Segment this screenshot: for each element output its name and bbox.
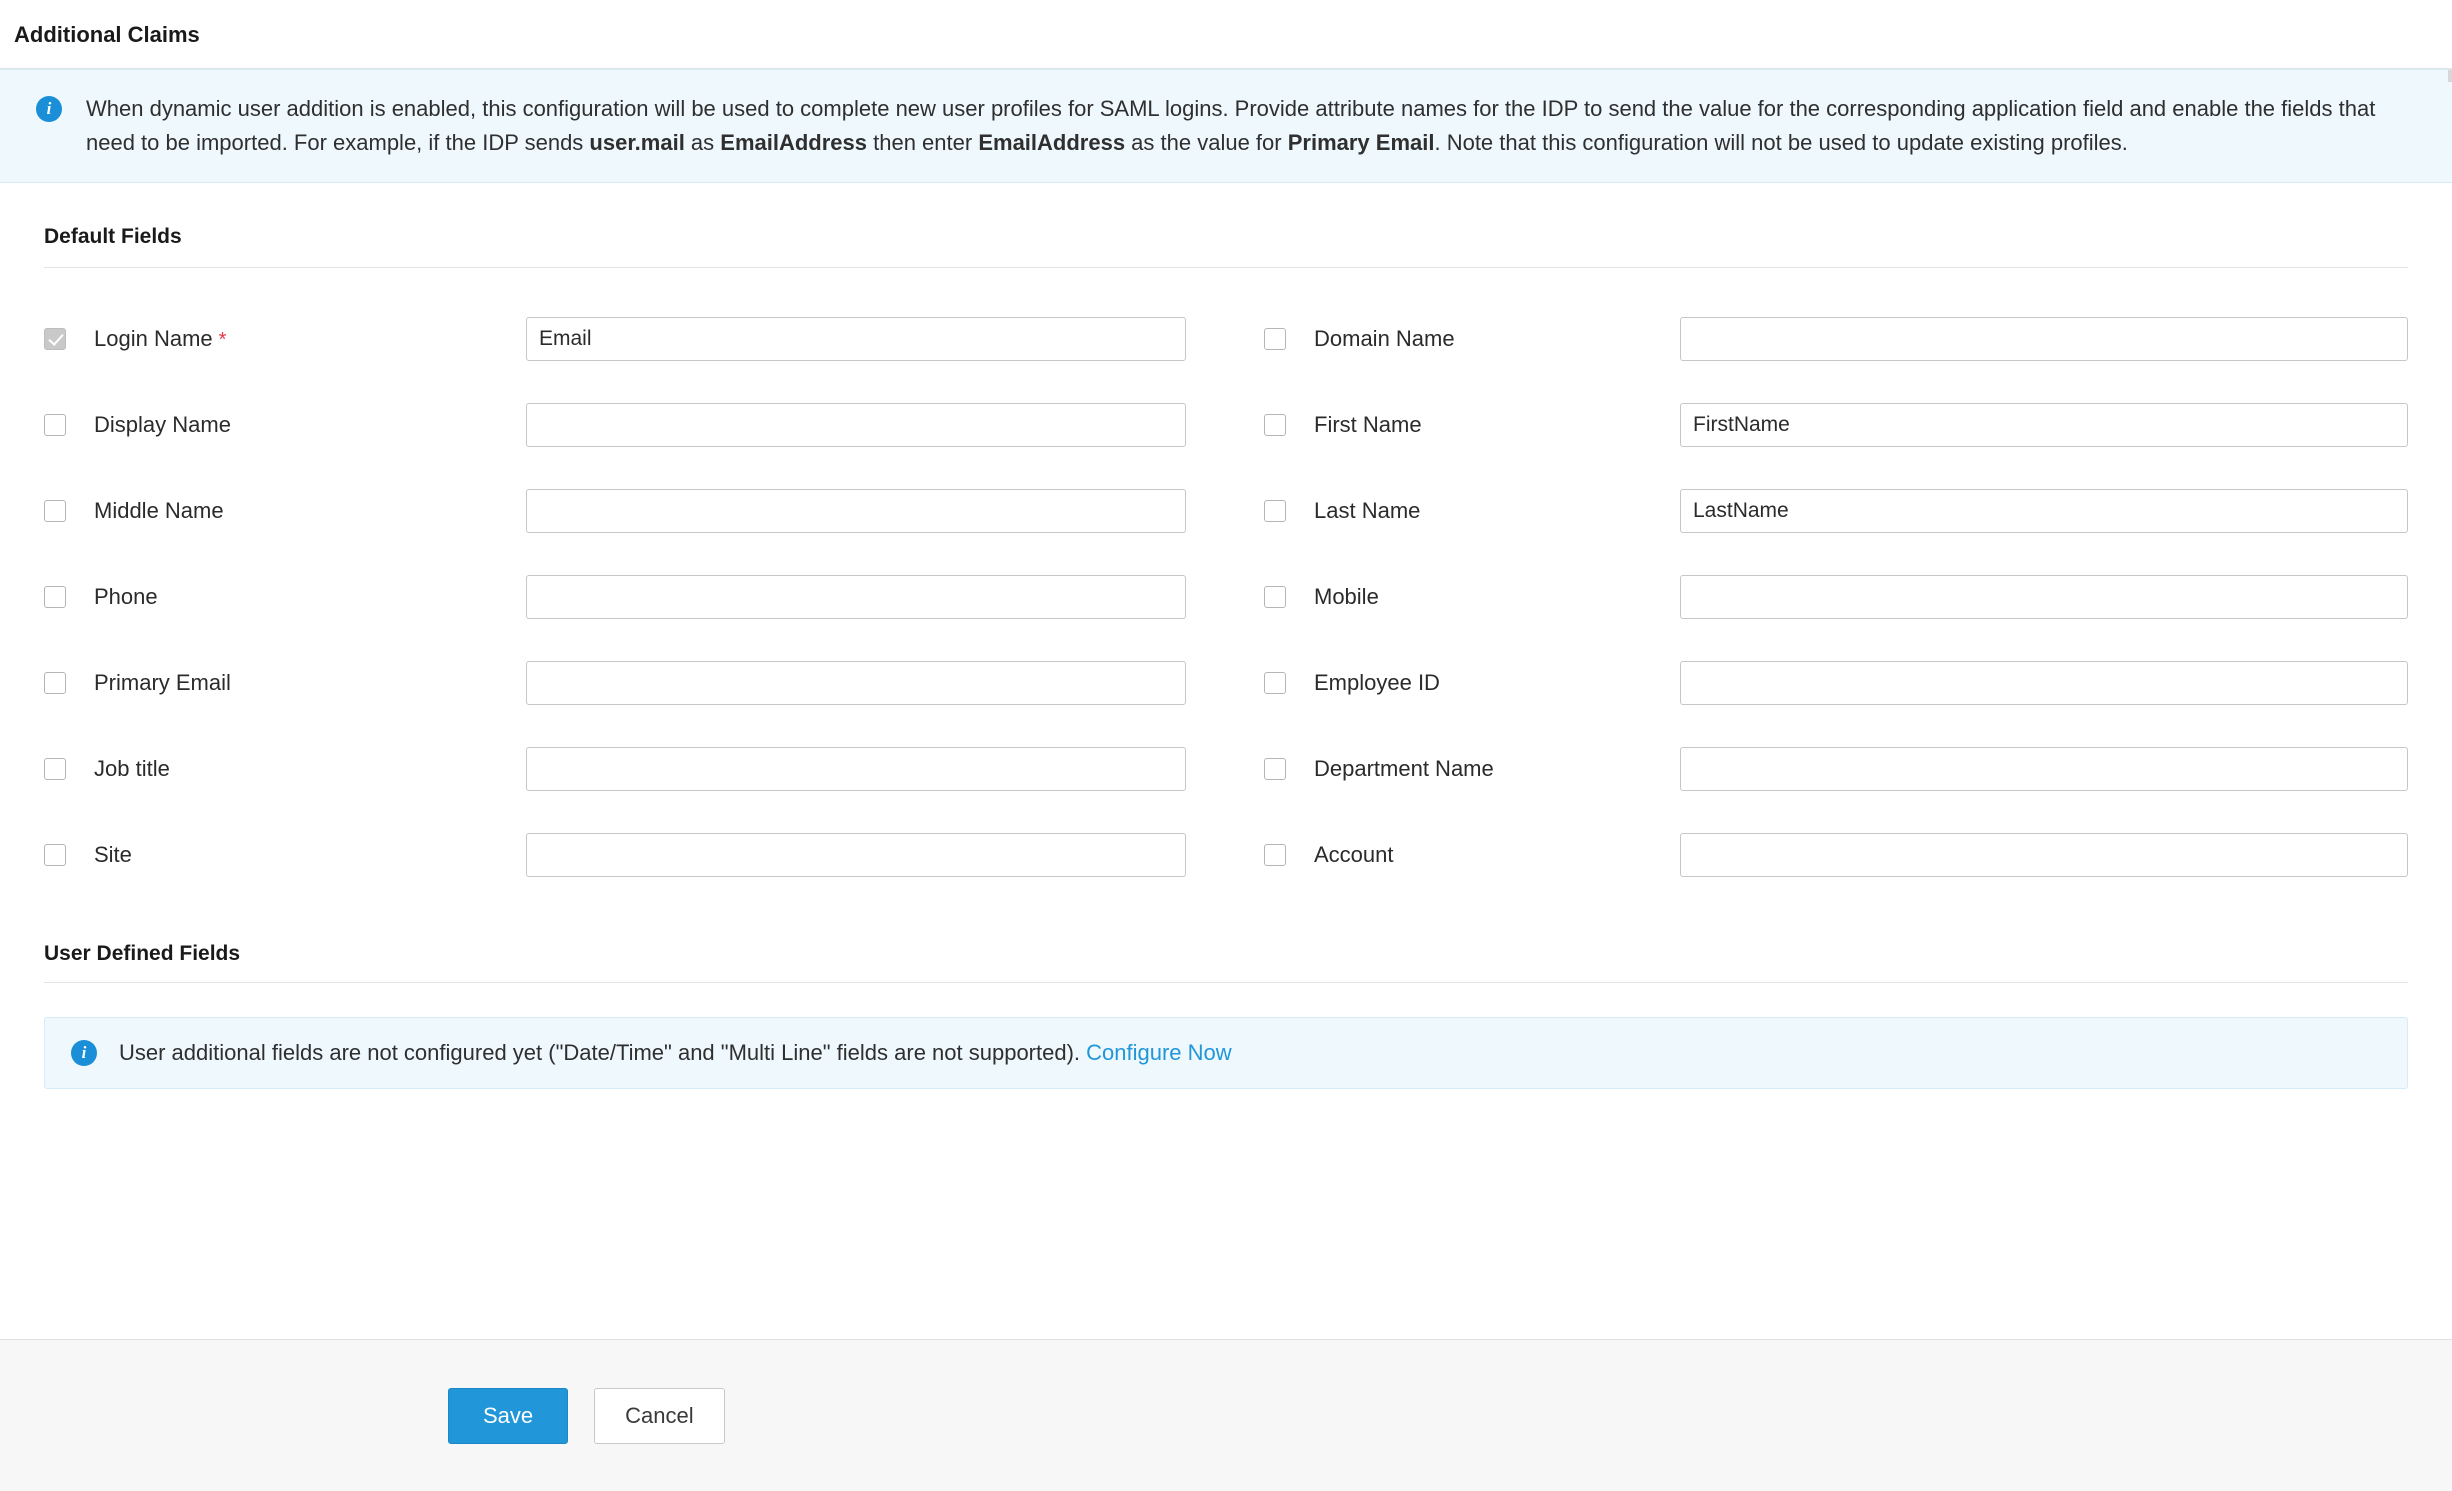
- checkbox-domain-name[interactable]: [1264, 328, 1286, 350]
- input-department-name[interactable]: [1680, 747, 2408, 791]
- input-login-name[interactable]: [526, 317, 1186, 361]
- page-title: Additional Claims: [14, 22, 200, 47]
- label-primary-email: Primary Email: [94, 670, 231, 696]
- field-row-site: [44, 812, 1226, 898]
- input-phone[interactable]: [526, 575, 1186, 619]
- info-text-fragment: then enter: [867, 130, 979, 156]
- save-button[interactable]: Save: [448, 1388, 568, 1444]
- field-row-mobile: [1226, 554, 2408, 640]
- input-mobile[interactable]: [1680, 575, 2408, 619]
- input-domain-name[interactable]: [1680, 317, 2408, 361]
- info-text-fragment: as: [684, 130, 721, 156]
- field-row-login-name: [44, 296, 1226, 382]
- checkbox-primary-email[interactable]: [44, 672, 66, 694]
- form-footer: [0, 1339, 2452, 1491]
- field-row-job-title: [44, 726, 1226, 812]
- checkbox-department-name[interactable]: [1264, 758, 1286, 780]
- info-emphasis: Primary Email: [1287, 130, 1435, 156]
- input-account[interactable]: [1680, 833, 2408, 877]
- field-row-domain-name: [1226, 296, 2408, 382]
- checkbox-phone[interactable]: [44, 586, 66, 608]
- label-domain-name: Domain Name: [1314, 326, 1455, 352]
- label-mobile: Mobile: [1314, 584, 1379, 610]
- field-row-last-name: [1226, 468, 2408, 554]
- user-defined-fields-heading: User Defined Fields: [44, 942, 241, 966]
- info-emphasis: EmailAddress: [720, 130, 868, 156]
- info-text-fragment: as the value for: [1125, 130, 1288, 156]
- default-fields-grid: [0, 268, 2452, 898]
- info-icon: i: [71, 1040, 97, 1066]
- checkbox-site[interactable]: [44, 844, 66, 866]
- label-first-name: First Name: [1314, 412, 1422, 438]
- checkbox-display-name[interactable]: [44, 414, 66, 436]
- label-last-name: Last Name: [1314, 498, 1421, 524]
- label-employee-id: Employee ID: [1314, 670, 1440, 696]
- checkbox-mobile[interactable]: [1264, 586, 1286, 608]
- label-login-name: Login Name *: [94, 326, 227, 352]
- field-row-primary-email: [44, 640, 1226, 726]
- field-row-account: [1226, 812, 2408, 898]
- input-site[interactable]: [526, 833, 1186, 877]
- required-asterisk: *: [218, 329, 227, 352]
- label-department-name: Department Name: [1314, 756, 1494, 782]
- input-last-name[interactable]: [1680, 489, 2408, 533]
- info-text-fragment: . Note that this configuration will not be used to update existing profiles.: [1434, 130, 2128, 156]
- checkbox-account[interactable]: [1264, 844, 1286, 866]
- input-employee-id[interactable]: [1680, 661, 2408, 705]
- label-phone: Phone: [94, 584, 158, 610]
- field-row-middle-name: [44, 468, 1226, 554]
- input-primary-email[interactable]: [526, 661, 1186, 705]
- banner-message: User additional fields are not configured yet ("Date/Time" and "Multi Line" fields are not supported).: [119, 1040, 1081, 1066]
- info-banner-text: [86, 92, 2386, 160]
- info-banner: [0, 69, 2452, 183]
- label-job-title: Job title: [94, 756, 170, 782]
- checkbox-last-name[interactable]: [1264, 500, 1286, 522]
- checkbox-employee-id[interactable]: [1264, 672, 1286, 694]
- input-first-name[interactable]: [1680, 403, 2408, 447]
- info-emphasis: EmailAddress: [978, 130, 1126, 156]
- label-middle-name: Middle Name: [94, 498, 224, 524]
- label-site: Site: [94, 842, 132, 868]
- field-row-phone: [44, 554, 1226, 640]
- default-fields-heading: Default Fields: [44, 225, 182, 249]
- input-job-title[interactable]: [526, 747, 1186, 791]
- checkbox-middle-name[interactable]: [44, 500, 66, 522]
- checkbox-first-name[interactable]: [1264, 414, 1286, 436]
- info-icon: i: [36, 96, 62, 122]
- user-defined-fields-divider: [44, 982, 2408, 983]
- user-defined-fields-banner-text: [119, 1040, 1232, 1066]
- cancel-button[interactable]: Cancel: [594, 1388, 724, 1444]
- configure-now-link[interactable]: Configure Now: [1086, 1040, 1232, 1066]
- input-display-name[interactable]: [526, 403, 1186, 447]
- scroll-edge-marker: [2448, 70, 2452, 82]
- info-text-fragment: When dynamic user addition is enabled, this configuration will be used to complete new user profiles for SAML logins. Provide attribute names for the IDP to send the value for the corresponding application field and enable the fields that need to be imported. For example, if the IDP sends: [86, 96, 2376, 156]
- user-defined-fields-banner: [44, 1017, 2408, 1089]
- checkbox-job-title[interactable]: [44, 758, 66, 780]
- input-middle-name[interactable]: [526, 489, 1186, 533]
- field-row-display-name: [44, 382, 1226, 468]
- field-row-employee-id: [1226, 640, 2408, 726]
- label-display-name: Display Name: [94, 412, 231, 438]
- checkbox-login-name: [44, 328, 66, 350]
- field-row-first-name: [1226, 382, 2408, 468]
- label-account: Account: [1314, 842, 1394, 868]
- info-emphasis: user.mail: [589, 130, 685, 156]
- field-row-department-name: [1226, 726, 2408, 812]
